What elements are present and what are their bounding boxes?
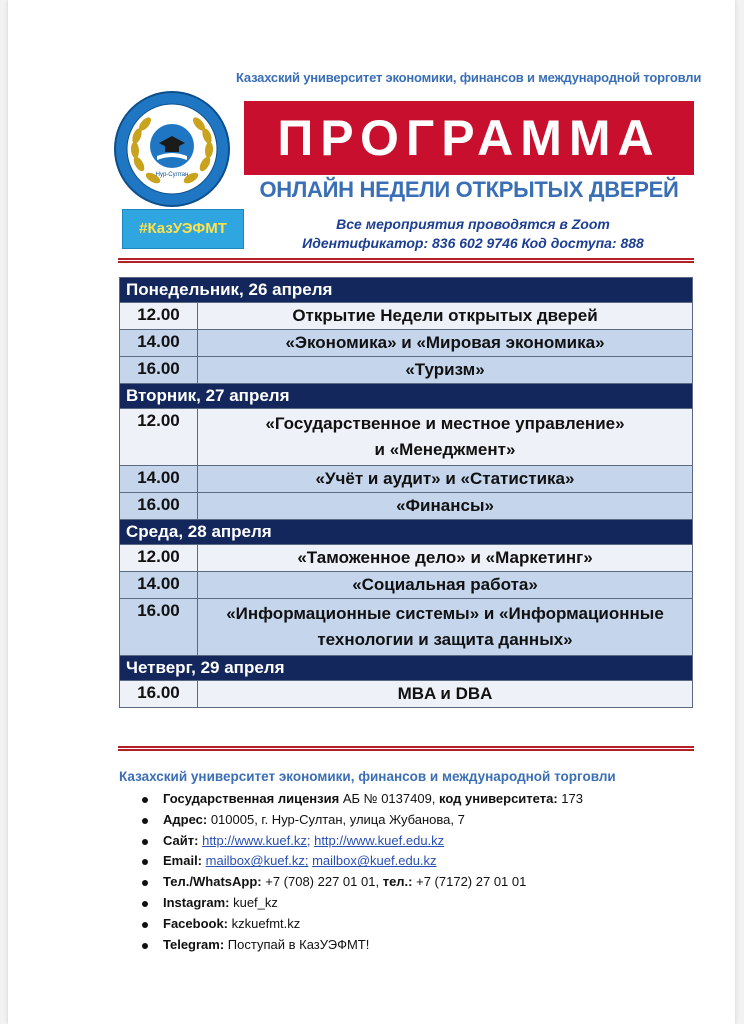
university-name-header: Казахский университет экономики, финансов и международной торговли — [236, 70, 702, 85]
contact-list — [136, 789, 696, 955]
day-header-row — [120, 520, 693, 545]
program-banner-title: ПРОГРАММА — [244, 101, 694, 175]
header-divider — [118, 258, 694, 263]
document-page — [8, 0, 735, 1024]
day-header: Среда, 28 апреля — [120, 520, 693, 545]
list-item-address: Адрес: 010005, г. Нур-Султан, улица Жубанова, 7 — [136, 810, 696, 831]
event-time: 14.00 — [120, 572, 198, 599]
event-time: 16.00 — [120, 681, 198, 708]
day-header-row — [120, 384, 693, 409]
event-title: «Финансы» — [198, 493, 693, 520]
zoom-access-line: Идентификатор: 836 602 9746 Код доступа: 888 — [302, 235, 644, 251]
event-time: 16.00 — [120, 493, 198, 520]
event-title: «Таможенное дело» и «Маркетинг» — [198, 545, 693, 572]
event-title: «Государственное и местное управление» и «Менеджмент» — [198, 409, 693, 466]
list-item-facebook: Facebook: kzkuefmt.kz — [136, 914, 696, 935]
schedule-row — [120, 493, 693, 520]
university-emblem-logo — [113, 90, 231, 208]
schedule-row — [120, 330, 693, 357]
bullet-icon — [142, 859, 148, 865]
schedule-row — [120, 357, 693, 384]
event-title: «Социальная работа» — [198, 572, 693, 599]
bullet-icon — [142, 839, 148, 845]
list-item-telegram: Telegram: Поступай в КазУЭФМТ! — [136, 935, 696, 956]
schedule-row — [120, 599, 693, 656]
footer-university-name: Казахский университет экономики, финансов и международной торговли — [119, 769, 616, 784]
list-item-phone: Тел./WhatsApp: +7 (708) 227 01 01, тел.: +7 (7172) 27 01 01 — [136, 872, 696, 893]
event-time: 14.00 — [120, 330, 198, 357]
bullet-icon — [142, 797, 148, 803]
footer-divider — [118, 746, 694, 751]
day-header: Понедельник, 26 апреля — [120, 278, 693, 303]
event-time: 12.00 — [120, 303, 198, 330]
list-item-instagram: Instagram: kuef_kz — [136, 893, 696, 914]
event-time: 12.00 — [120, 409, 198, 466]
event-time: 16.00 — [120, 599, 198, 656]
event-title: «Информационные системы» и «Информационные технологии и защита данных» — [198, 599, 693, 656]
event-title: «Туризм» — [198, 357, 693, 384]
day-header-row — [120, 656, 693, 681]
schedule-row — [120, 545, 693, 572]
day-header-row — [120, 278, 693, 303]
list-item-email: Email: mailbox@kuef.kz; mailbox@kuef.edu.kz — [136, 851, 696, 872]
bullet-icon — [142, 901, 148, 907]
event-title: MBA и DBA — [198, 681, 693, 708]
schedule-row — [120, 572, 693, 599]
schedule-row — [120, 303, 693, 330]
email-link[interactable]: mailbox@kuef.kz; — [205, 853, 309, 869]
day-header: Четверг, 29 апреля — [120, 656, 693, 681]
list-item-site: Сайт: http://www.kuef.kz; http://www.kuef.edu.kz — [136, 831, 696, 852]
schedule-row — [120, 681, 693, 708]
hashtag-badge: #КазУЭФМТ — [122, 209, 244, 249]
list-item-license: Государственная лицензия АБ № 0137409, код университета: 173 — [136, 789, 696, 810]
event-title: Открытие Недели открытых дверей — [198, 303, 693, 330]
site-link[interactable]: http://www.kuef.kz; — [202, 832, 311, 848]
zoom-info — [248, 215, 698, 253]
event-time: 12.00 — [120, 545, 198, 572]
schedule-row — [120, 409, 693, 466]
bullet-icon — [142, 818, 148, 824]
svg-text:Нур-Султан: Нур-Султан — [155, 172, 189, 178]
event-title: «Экономика» и «Мировая экономика» — [198, 330, 693, 357]
bullet-icon — [142, 943, 148, 949]
schedule-row — [120, 466, 693, 493]
site-link[interactable]: http://www.kuef.edu.kz — [314, 832, 445, 848]
zoom-info-line: Все мероприятия проводятся в Zoom — [336, 216, 610, 232]
email-link[interactable]: mailbox@kuef.edu.kz — [312, 853, 437, 869]
event-time: 16.00 — [120, 357, 198, 384]
open-days-subtitle: ОНЛАЙН НЕДЕЛИ ОТКРЫТЫХ ДВЕРЕЙ — [259, 177, 679, 202]
schedule-table — [119, 277, 693, 708]
event-title: «Учёт и аудит» и «Статистика» — [198, 466, 693, 493]
bullet-icon — [142, 922, 148, 928]
day-header: Вторник, 27 апреля — [120, 384, 693, 409]
bullet-icon — [142, 880, 148, 886]
event-time: 14.00 — [120, 466, 198, 493]
